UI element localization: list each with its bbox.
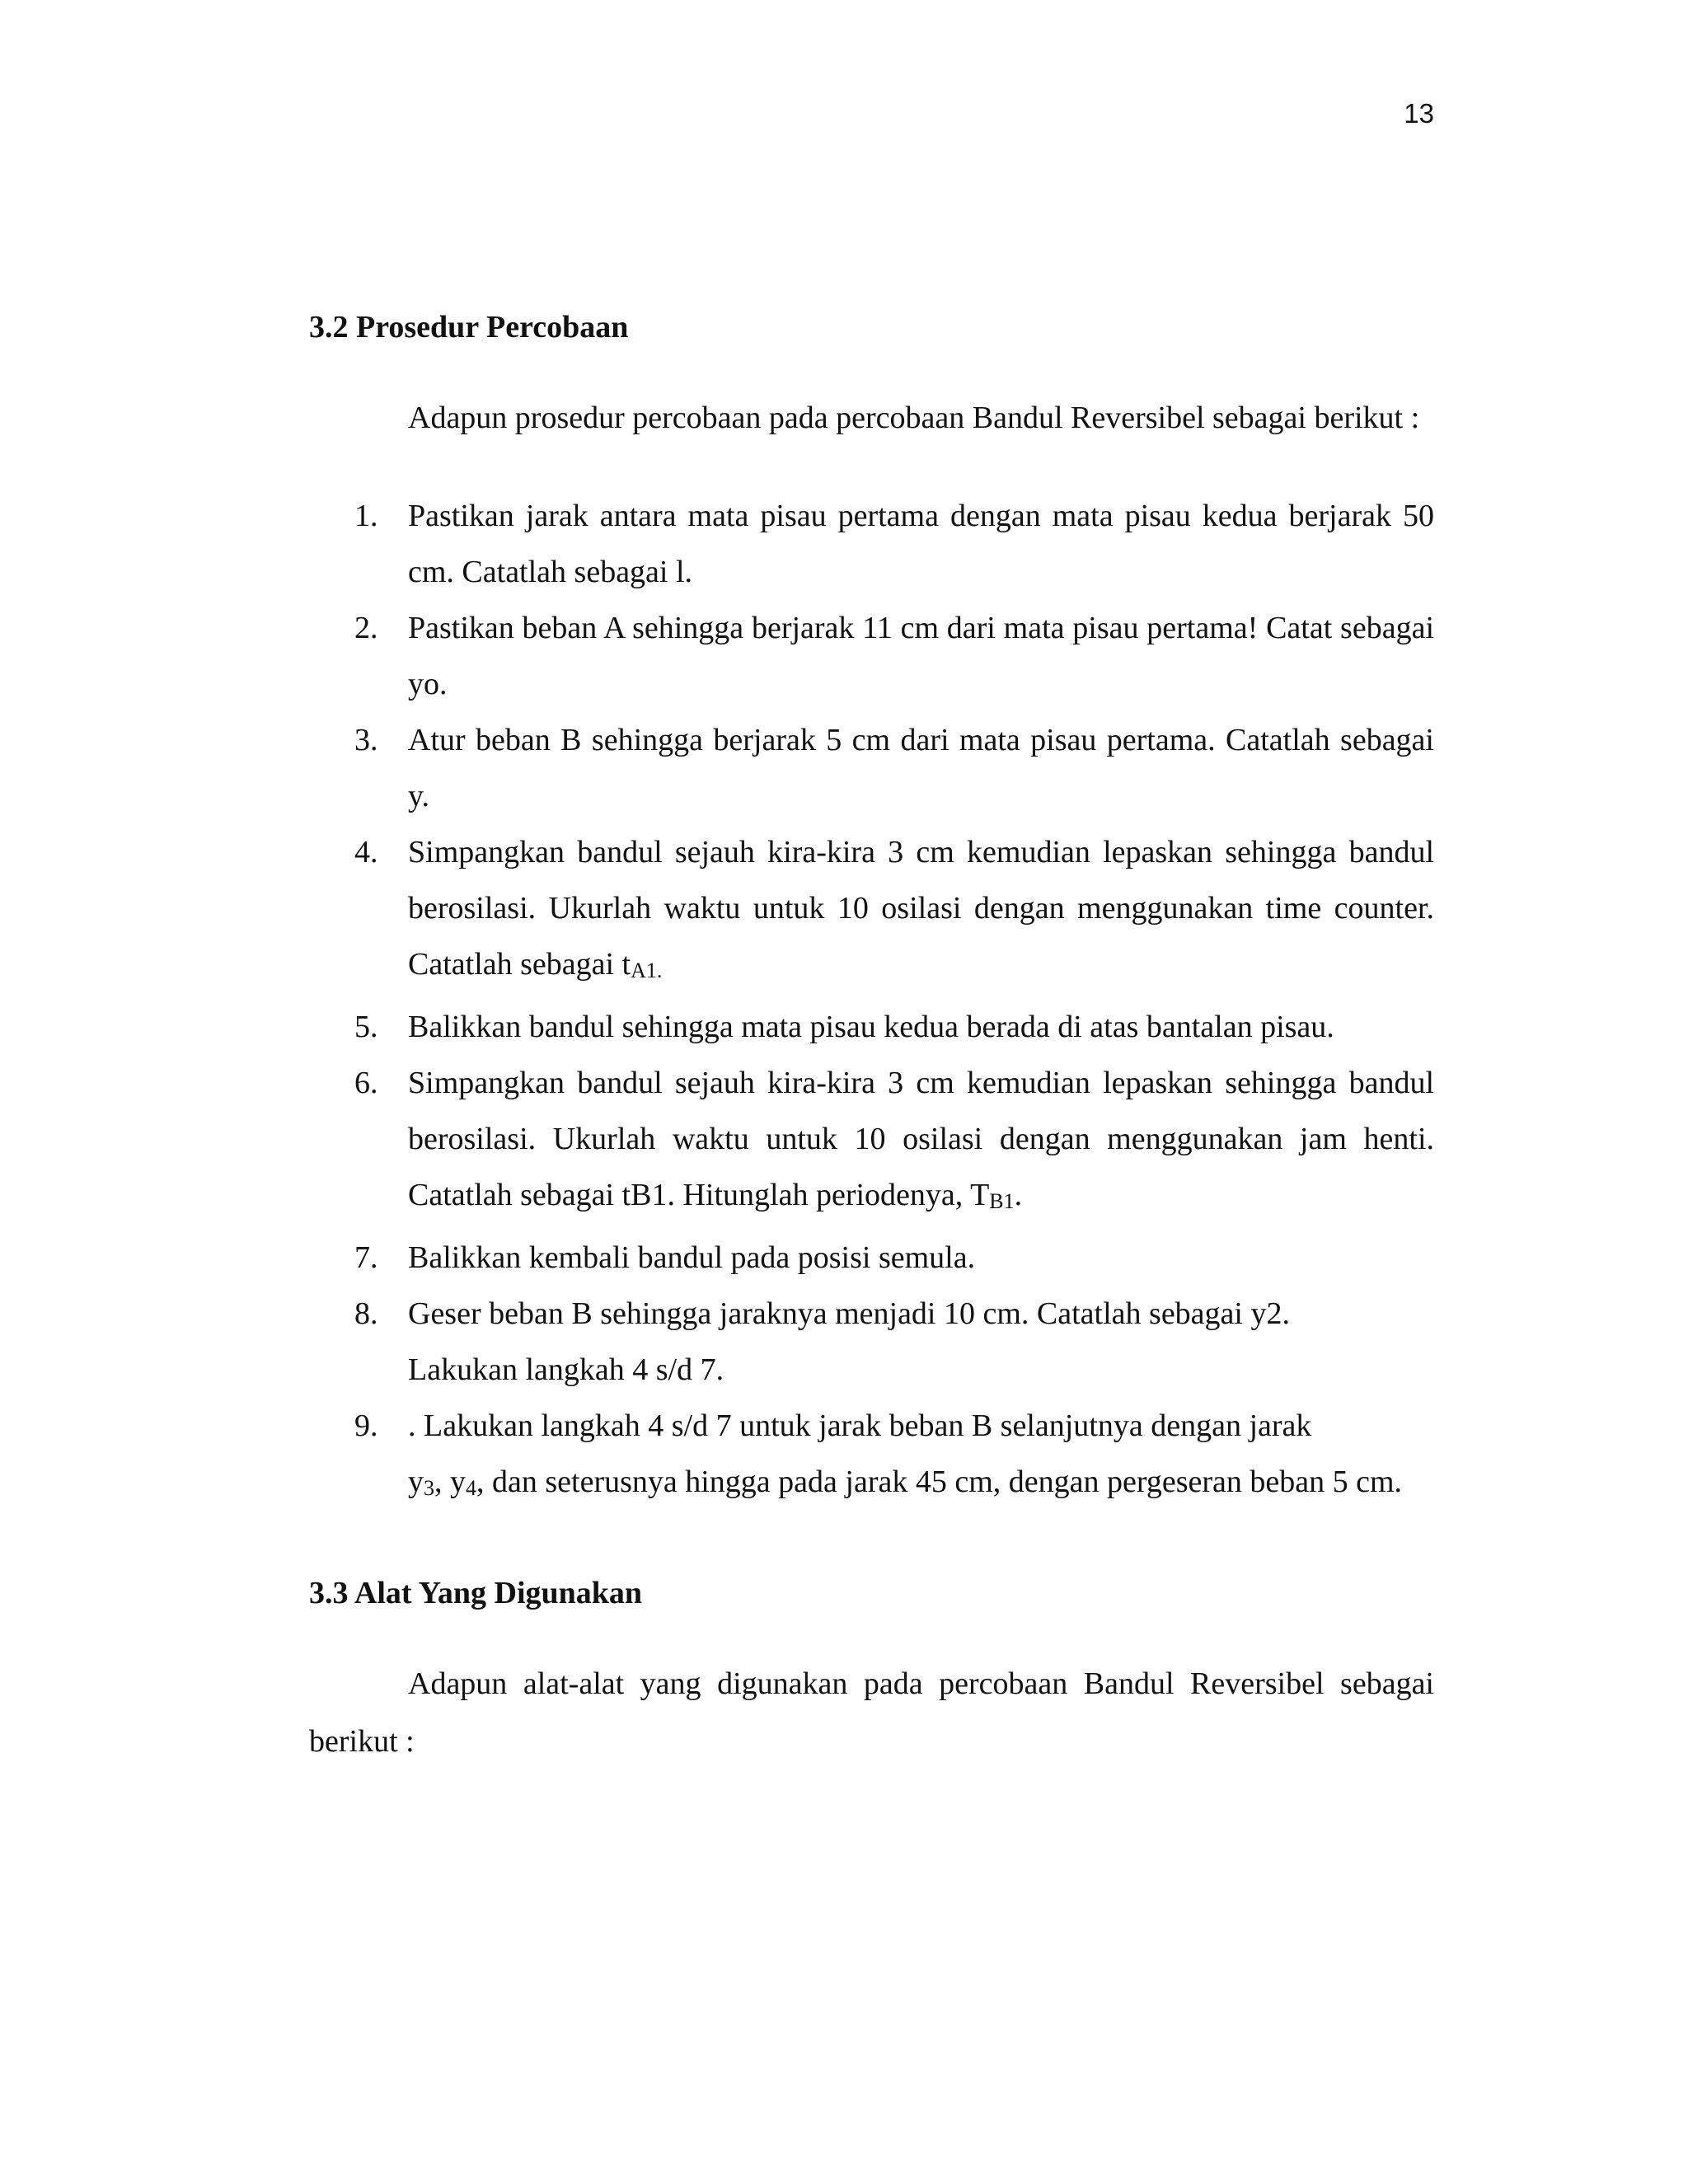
list-text: Pastikan beban A sehingga berjarak 11 cm dari mata pisau pertama! Catat sebagai yo. bbox=[408, 611, 1434, 701]
list-item bbox=[309, 824, 1434, 999]
list-item bbox=[309, 712, 1434, 824]
list-number: 5. bbox=[354, 1010, 378, 1044]
list-text-line2-a: y bbox=[408, 1465, 424, 1499]
subscript: 4 bbox=[466, 1476, 476, 1500]
intro-text: Adapun alat-alat yang digunakan pada percobaan Bandul Reversibel sebagai berikut : bbox=[309, 1666, 1434, 1759]
list-text-line2-c: , dan seterusnya hingga pada jarak 45 cm, dengan pergeseran beban 5 cm. bbox=[476, 1465, 1403, 1499]
list-item bbox=[309, 600, 1434, 712]
list-number: 1. bbox=[354, 499, 378, 533]
section-heading-3-3: 3.3 Alat Yang Digunakan bbox=[309, 1576, 643, 1610]
list-number: 4. bbox=[354, 835, 378, 869]
list-item bbox=[309, 1398, 1434, 1516]
page-number: 13 bbox=[1404, 98, 1434, 129]
list-number: 3. bbox=[354, 723, 378, 757]
list-text: Balikkan bandul sehingga mata pisau kedua berada di atas bantalan pisau. bbox=[408, 1010, 1334, 1044]
list-item bbox=[309, 999, 1434, 1055]
list-number: 8. bbox=[354, 1296, 378, 1331]
list-number: 2. bbox=[354, 611, 378, 645]
procedure-list bbox=[309, 488, 1434, 1516]
list-text: Simpangkan bandul sejauh kira-kira 3 cm kemudian lepaskan sehingga bandul berosilasi. Ukurlah waktu untuk 10 osilasi dengan menggunakan jam henti. Catatlah sebagai tB1. Hitunglah periodenya, T bbox=[408, 1066, 1434, 1212]
subscript: B1 bbox=[989, 1189, 1015, 1213]
subscript: 3 bbox=[424, 1476, 434, 1500]
list-text: Simpangkan bandul sejauh kira-kira 3 cm kemudian lepaskan sehingga bandul berosilasi. Ukurlah waktu untuk 10 osilasi dengan menggunakan time counter. Catatlah sebagai t bbox=[408, 835, 1434, 982]
list-text: . Lakukan langkah 4 s/d 7 untuk jarak beban B selanjutnya dengan jarak bbox=[408, 1408, 1312, 1443]
intro-text: Adapun prosedur percobaan pada percobaan Bandul Reversibel sebagai berikut : bbox=[408, 401, 1420, 435]
section-intro-3-2 bbox=[309, 389, 1434, 447]
list-text: Pastikan jarak antara mata pisau pertama dengan mata pisau kedua berjarak 50 cm. Catatlah sebagai l. bbox=[408, 499, 1434, 589]
list-text-line2: Lakukan langkah 4 s/d 7. bbox=[408, 1352, 724, 1387]
list-item bbox=[309, 1230, 1434, 1286]
list-item bbox=[309, 1286, 1434, 1398]
list-item bbox=[309, 488, 1434, 600]
list-number: 9. bbox=[354, 1408, 378, 1443]
list-number: 6. bbox=[354, 1066, 378, 1100]
list-text-tail: . bbox=[1014, 1178, 1023, 1212]
list-item bbox=[309, 1055, 1434, 1230]
list-text: Balikkan kembali bandul pada posisi semula. bbox=[408, 1240, 976, 1275]
list-text: Atur beban B sehingga berjarak 5 cm dari mata pisau pertama. Catatlah sebagai y. bbox=[408, 723, 1434, 813]
list-text: Geser beban B sehingga jaraknya menjadi 10 cm. Catatlah sebagai y2. bbox=[408, 1296, 1290, 1331]
subscript: A1. bbox=[631, 958, 663, 982]
page-content bbox=[309, 307, 1434, 1770]
section-heading-3-2: 3.2 Prosedur Percobaan bbox=[309, 310, 629, 344]
section-intro-3-3 bbox=[309, 1655, 1434, 1770]
list-number: 7. bbox=[354, 1240, 378, 1275]
list-text-line2-b: , y bbox=[434, 1465, 466, 1499]
